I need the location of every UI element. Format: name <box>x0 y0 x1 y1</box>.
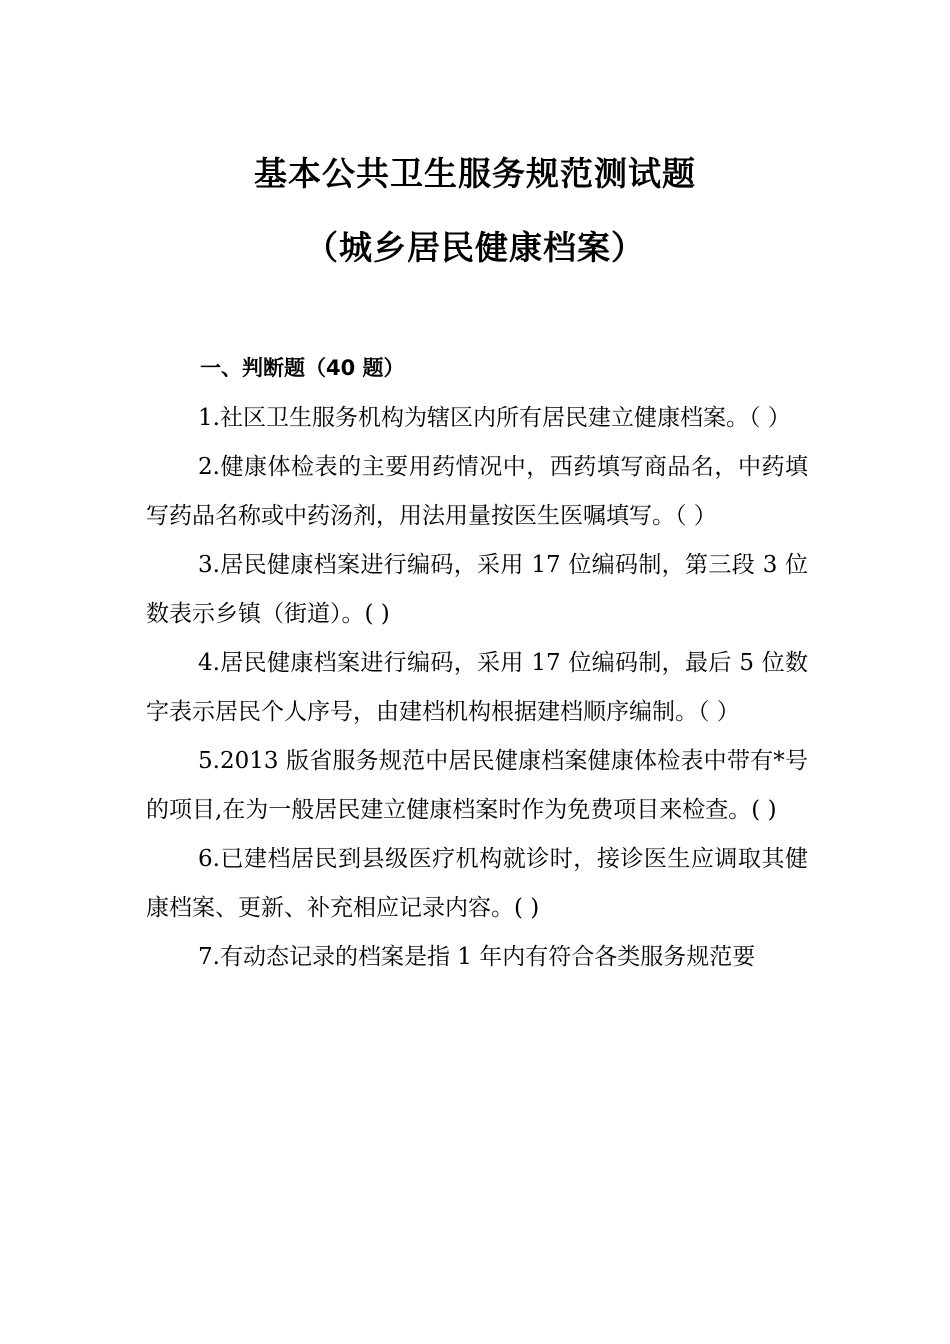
question-item: 4.居民健康档案进行编码，采用 17 位编码制，最后 5 位数字表示居民个人序号，由建档机构根据建档顺序编制。（ ） <box>146 650 808 725</box>
document-subtitle: （城乡居民健康档案） <box>305 228 645 267</box>
question-list <box>146 394 808 982</box>
document-title: 基本公共卫生服务规范测试题 <box>254 154 696 193</box>
question-item: 3.居民健康档案进行编码，采用 17 位编码制，第三段 3 位数表示乡镇（街道）。( ) <box>146 552 808 627</box>
question-item: 7.有动态记录的档案是指 1 年内有符合各类服务规范要 <box>198 944 756 970</box>
section-heading: 一、判断题（40 题） <box>200 356 405 380</box>
question-item: 2.健康体检表的主要用药情况中，西药填写商品名，中药填写药品名称或中药汤剂，用法用量按医生医嘱填写。（ ） <box>146 454 808 529</box>
question-item: 1.社区卫生服务机构为辖区内所有居民建立健康档案。（ ） <box>198 405 791 431</box>
question-item: 5.2013 版省服务规范中居民健康档案健康体检表中带有*号的项目,在为一般居民建立健康档案时作为免费项目来检查。( ) <box>146 748 808 823</box>
question-item: 6.已建档居民到县级医疗机构就诊时，接诊医生应调取其健康档案、更新、补充相应记录内容。( ) <box>146 846 808 921</box>
